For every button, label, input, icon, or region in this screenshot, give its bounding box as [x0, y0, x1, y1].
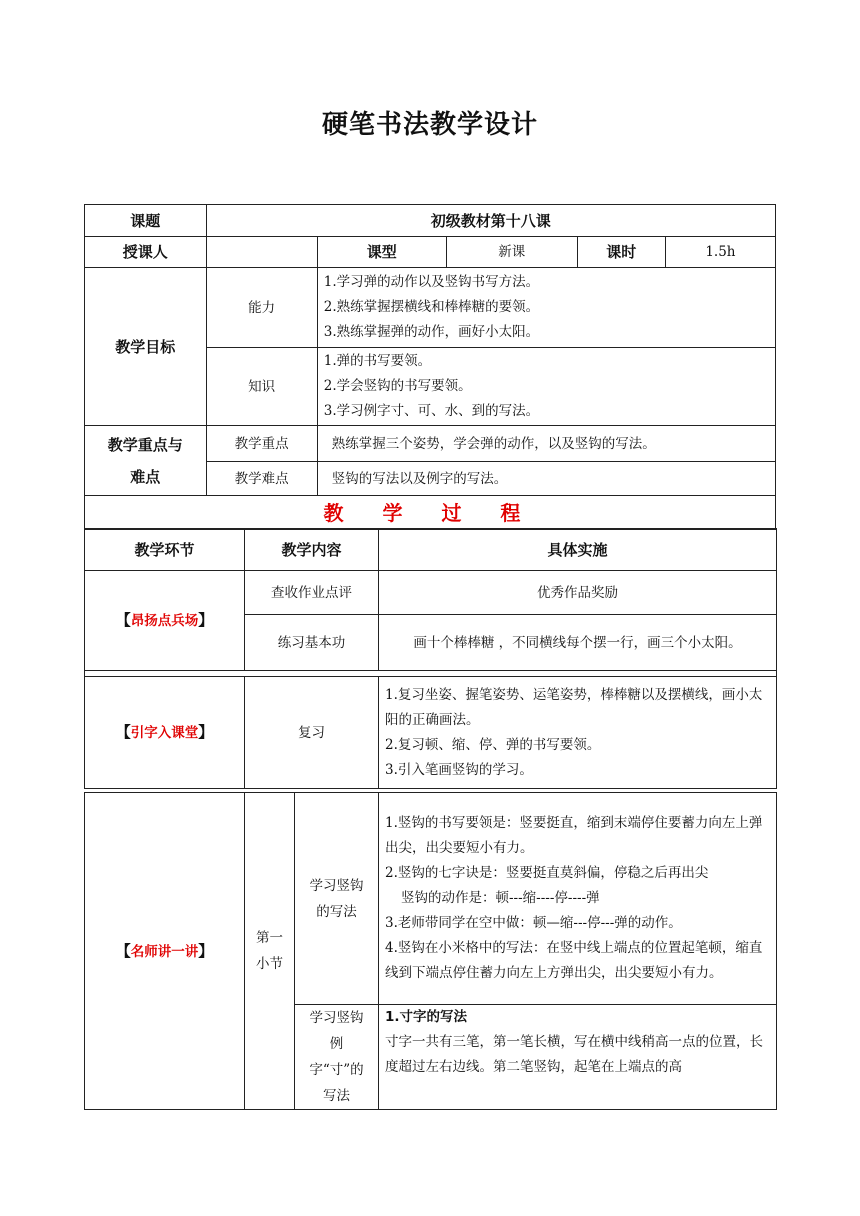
ability-label: 能力: [206, 268, 317, 348]
difficulty-value: 竖钩的写法以及例字的写法。: [317, 462, 775, 496]
document-title: 硬笔书法教学设计: [321, 110, 538, 140]
stage3-impl-1: 1.竖钩的书写要领是：竖要挺直，缩到末端停住要蓄力向左上弹出尖，出尖要短小有力。 2.竖钩的七字诀是：竖要挺直莫斜偏，停稳之后再出尖 竖钩的动作是：顿---缩----停----弹 3.老师带同学在空中做：顿—缩---停---弹的动作。 4.竖钩在小米格中的写法：在竖中线上端点的位置起笔顿，缩直线到下端点停住蓄力向左上方弹出尖，出尖要短小有力。: [379, 793, 777, 1005]
knowledge-item: 3.学习例字寸、可、水、到的写法。: [323, 403, 540, 419]
focus-value: 熟练掌握三个姿势，学会弹的动作，以及竖钩的写法。: [317, 426, 775, 462]
ability-item: 3.熟练掌握弹的动作，画好小太阳。: [323, 324, 540, 340]
stage1-content-1: 查收作业点评: [245, 571, 379, 615]
col-impl-header: 具体实施: [379, 529, 777, 571]
stage3-table: [84, 792, 777, 1110]
ability-list: [317, 268, 775, 348]
stage2-impl-item: 1.复习坐姿、握笔姿势、运笔姿势，棒棒糖以及摆横线，画小太阳的正确画法。: [385, 686, 763, 728]
process-table: [84, 528, 777, 789]
ability-item: 2.熟练掌握摆横线和棒棒糖的要领。: [323, 299, 540, 315]
lesson-hours-label: 课时: [577, 237, 665, 268]
col-stage-header: 教学环节: [85, 529, 245, 571]
knowledge-item: 1.弹的书写要领。: [323, 353, 432, 369]
topic-label: 课题: [85, 205, 207, 237]
stage3-impl-2: 1.寸字的写法 寸字一共有三笔，第一笔长横，写在横中线稍高一点的位置，长度超过左右边线。第二笔竖钩，起笔在上端点的高: [379, 1005, 777, 1110]
lesson-type-value: 新课: [446, 237, 577, 268]
lesson-hours-value: 1.5h: [665, 237, 775, 268]
focus-label: 教学重点: [206, 426, 317, 462]
knowledge-label: 知识: [206, 348, 317, 426]
difficulty-label: 教学难点: [206, 462, 317, 496]
stage3-content-2: 学习竖钩例字“寸”的写法: [295, 1005, 379, 1110]
topic-value: 初级教材第十八课: [206, 205, 775, 237]
stage1-content-2: 练习基本功: [245, 615, 379, 671]
knowledge-item: 2.学会竖钩的书写要领。: [323, 378, 472, 394]
stage1-impl-2: 画十个棒棒糖 ，不同横线每个摆一行，画三个小太阳。: [379, 615, 777, 671]
stage2-impl-item: 3.引入笔画竖钩的学习。: [385, 761, 533, 778]
teacher-value: [206, 237, 317, 268]
stage3-content-1: 学习竖钩的写法: [295, 793, 379, 1005]
stage2-content: 复习: [245, 677, 379, 789]
process-heading: 教 学 过 程: [85, 496, 776, 530]
info-table: [84, 204, 776, 530]
stage2-impl: [379, 677, 777, 789]
stage1-name: 【昂扬点兵场】: [85, 571, 245, 671]
key-points-label: 教学重点与 难点: [85, 426, 207, 496]
goals-label: 教学目标: [85, 268, 207, 426]
stage2-impl-item: 2.复习顿、缩、停、弹的书写要领。: [385, 736, 601, 753]
stage3-name: 【名师讲一讲】: [85, 793, 245, 1110]
col-content-header: 教学内容: [245, 529, 379, 571]
stage2-name: 【引字入课堂】: [85, 677, 245, 789]
stage3-section: 第一小节: [245, 793, 295, 1110]
teacher-label: 授课人: [85, 237, 207, 268]
stage1-impl-1: 优秀作品奖励: [379, 571, 777, 615]
ability-item: 1.学习弹的动作以及竖钩书写方法。: [323, 274, 540, 290]
knowledge-list: [317, 348, 775, 426]
lesson-type-label: 课型: [317, 237, 446, 268]
